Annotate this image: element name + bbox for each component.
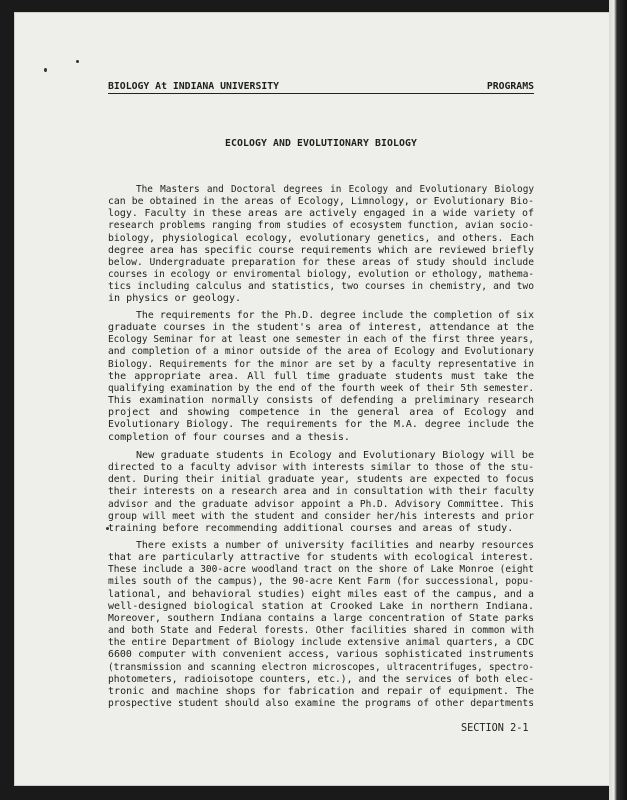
text-line: tics including calculus and statistics, two courses in chemistry, and two <box>108 281 534 293</box>
ink-speck <box>76 60 79 63</box>
text-line: in physics or geology. <box>108 293 242 305</box>
ink-speck <box>44 68 47 72</box>
text-line: courses in ecology or enviromental biology, evolution or ethology, mathema- <box>108 269 534 281</box>
text-line: New graduate students in Ecology and Evolutionary Biology will be <box>136 450 534 461</box>
text-line: research problems ranging from studies of ecosystem function, avian socio- <box>108 220 534 232</box>
text-line: dent. During their initial graduate year, students are expected to focus <box>108 474 534 486</box>
text-line: The requirements for the Ph.D. degree include the completion of six <box>136 310 534 321</box>
text-line: below. Undergraduate preparation for these areas of study should include <box>108 256 534 268</box>
paragraph-1 <box>108 184 534 306</box>
text-line: This examination normally consists of defending a preliminary research <box>108 395 534 407</box>
page-edge <box>609 0 627 800</box>
text-line: 6600 computer with convenient access, various sophisticated instruments <box>108 649 534 661</box>
text-line: well-designed biological station at Crooked Lake in northern Indiana. <box>108 600 534 612</box>
text-line: directed to a faculty advisor with interests similar to those of the stu- <box>108 462 534 474</box>
text-line: and completion of a minor outside of the area of Ecology and Evolutionary <box>108 346 534 358</box>
text-line: the entire Department of Biology include extensive animal quarters, a CDC <box>108 637 534 649</box>
text-line: that are particularly attractive for students with ecological interest. <box>108 552 534 564</box>
text-line: Evolutionary Biology. The requirements for the M.A. degree include the <box>108 419 534 431</box>
header-left: BIOLOGY At INDIANA UNIVERSITY <box>108 81 280 92</box>
text-line: Biology. Requirements for the minor are set by a faculty representative in <box>108 358 534 370</box>
text-line: completion of four courses and a thesis. <box>108 431 350 443</box>
paragraph-4 <box>108 540 534 710</box>
text-line: degree area has specific course requirements which are reviewed briefly <box>108 244 534 256</box>
paragraph-3 <box>108 450 534 535</box>
paragraph-2 <box>108 310 534 444</box>
text-line: and both State and Federal forests. Other facilities shared in common with <box>108 625 534 637</box>
text-line: advisor and the graduate advisor appoint a Ph.D. Advisory Committee. This <box>108 498 534 510</box>
text-line: biology, physiological ecology, evolutionary genetics, and others. Each <box>108 232 534 244</box>
text-line: the appropriate area. All full time graduate students must take the <box>108 370 534 382</box>
text-line: can be obtained in the areas of Ecology, Limnology, or Evolutionary Bio- <box>108 196 534 208</box>
text-line: (transmission and scanning electron microscopes, ultracentrifuges, spectro- <box>108 661 534 673</box>
text-line: project and showing competence in the general area of Ecology and <box>108 407 534 419</box>
header-right: PROGRAMS <box>486 81 534 92</box>
text-line: tronic and machine shops for fabrication and repair of equipment. The <box>108 685 534 697</box>
text-line: lational, and behavioral studies) eight miles east of the campus, and a <box>108 588 534 600</box>
text-line: graduate courses in the student's area of interest, attendance at the <box>108 322 534 334</box>
text-line: group will meet with the student and consider her/his interests and prior <box>108 510 534 522</box>
text-line: miles south of the campus), the 90-acre Kent Farm (for successional, popu- <box>108 576 534 588</box>
text-line: These include a 300-acre woodland tract on the shore of Lake Monroe (eight <box>108 564 534 576</box>
text-line: logy. Faculty in these areas are actively engaged in a wide variety of <box>108 208 534 220</box>
text-line: There exists a number of university facilities and nearby resources <box>136 540 534 551</box>
text-line: Ecology Seminar for at least one semester in each of the first three years, <box>108 334 534 346</box>
text-line: qualifying examination by the end of the fourth week of their 5th semester. <box>108 382 534 394</box>
text-line: prospective student should also examine the programs of other departments <box>108 698 534 710</box>
text-line: The Masters and Doctoral degrees in Ecology and Evolutionary Biology <box>136 184 534 195</box>
section-footer: SECTION 2-1 <box>461 723 529 734</box>
text-line: photometers, radioisotope counters, etc.), and the services of both elec- <box>108 673 534 685</box>
text-line: their interests on a research area and in consultation with their faculty <box>108 486 534 498</box>
text-line: Moreover, southern Indiana contains a large concentration of State parks <box>108 612 534 624</box>
running-header <box>108 80 534 94</box>
page-title: ECOLOGY AND EVOLUTIONARY BIOLOGY <box>225 138 417 149</box>
text-line: training before recommending additional courses and areas of study. <box>108 522 514 534</box>
